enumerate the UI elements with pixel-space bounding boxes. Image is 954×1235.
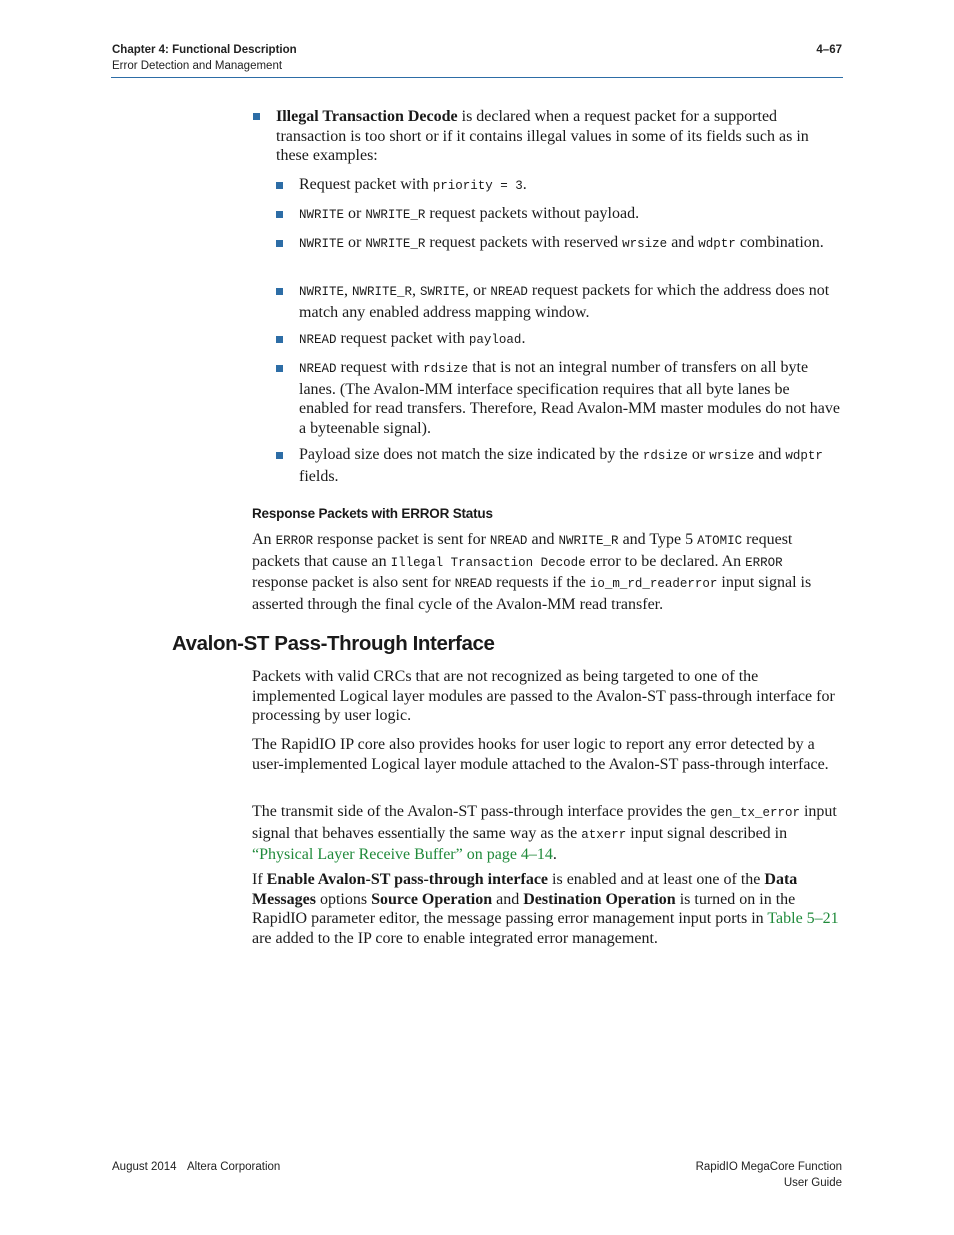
text: response packet is sent for — [313, 531, 490, 548]
text: options — [315, 890, 372, 908]
text: and — [492, 890, 524, 908]
text: input signal described in — [626, 824, 788, 842]
code: wrsize — [709, 449, 755, 463]
text: or — [687, 446, 710, 463]
text: Request packet with — [299, 176, 433, 193]
bullet-icon — [276, 240, 283, 247]
text: input signal that behaves essentially the same way as the — [252, 803, 837, 842]
text: input signal is asserted through the final cycle of the Avalon-MM read transfer. — [252, 574, 812, 613]
text: , — [344, 282, 353, 299]
footer-product: RapidIO MegaCore Function — [695, 1161, 842, 1173]
code: NREAD — [489, 534, 528, 548]
list-item — [299, 204, 843, 226]
text: request packet with — [336, 330, 469, 347]
text: requests if the — [492, 574, 590, 591]
page-number: 4–67 — [816, 44, 842, 56]
intro-bullet-body: is declared when a request packet for a supported transaction is too short or if it contains illegal values in some of its fields such as in these examples: — [276, 108, 809, 164]
text: . — [521, 330, 526, 347]
text: An — [252, 531, 276, 548]
code: gen_tx_error — [709, 806, 800, 820]
footer-company: Altera Corporation — [187, 1161, 281, 1173]
text: error to be declared. An — [585, 552, 746, 570]
code: wdptr — [785, 449, 823, 463]
text: and Type 5 — [618, 531, 698, 548]
text: request packets with reserved — [425, 234, 623, 251]
text: are added to the IP core to enable integrated error management. — [252, 929, 658, 947]
chapter-title: Chapter 4: Functional Description — [112, 44, 297, 56]
list-item — [299, 329, 843, 351]
code: NREAD — [299, 333, 337, 347]
text: . — [552, 846, 557, 863]
text: request packets for which the address does not match any enabled address mapping window. — [299, 282, 830, 321]
term-illegal-transaction-decode: Illegal Transaction Decode — [276, 108, 458, 125]
text: The transmit side of the Avalon-ST pass-through interface provides the — [252, 803, 710, 820]
code: NREAD — [490, 285, 528, 299]
list-item — [299, 175, 843, 197]
list-item — [299, 358, 843, 438]
code: wrsize — [622, 237, 668, 251]
code: NWRITE_R — [365, 208, 426, 222]
text: request with — [336, 359, 424, 376]
text: If — [252, 871, 267, 888]
bold-term: Enable Avalon-ST pass-through interface — [266, 871, 549, 888]
text: or — [344, 234, 366, 251]
code: ATOMIC — [697, 534, 743, 548]
bullet-icon — [276, 288, 283, 295]
text: , — [412, 282, 421, 299]
code: NWRITE_R — [558, 534, 619, 548]
code: wdptr — [698, 237, 736, 251]
code: NWRITE — [299, 208, 345, 222]
footer-date: August 2014 — [112, 1161, 177, 1173]
text: or — [344, 205, 366, 222]
footer-doc-type: User Guide — [783, 1177, 842, 1189]
text: response packet is also sent for — [252, 574, 455, 591]
code: NWRITE_R — [365, 237, 426, 251]
code: NWRITE — [299, 285, 345, 299]
text: combination. — [735, 234, 824, 251]
code: payload — [468, 333, 522, 347]
code: priority = 3 — [432, 179, 523, 193]
text: Payload size does not match the size indicated by the — [299, 446, 643, 463]
list-item — [299, 233, 843, 255]
section-title: Error Detection and Management — [112, 60, 283, 72]
paragraph-1: Packets with valid CRCs that are not recognized as being targeted to one of the implemented Logical layer modules are passed to the Avalon-ST pass-through interface for processing by user logic. — [252, 668, 835, 724]
code: atxerr — [581, 827, 627, 842]
bold-term: Destination Operation — [523, 890, 676, 908]
section-heading: Avalon-ST Pass-Through Interface — [172, 632, 495, 655]
bold-term: Source Operation — [371, 890, 493, 908]
code: ERROR — [745, 555, 783, 570]
code: SWRITE — [420, 285, 466, 299]
text: , or — [465, 282, 491, 299]
table-reference-link[interactable]: Table 5–21 — [767, 910, 839, 927]
bullet-icon — [253, 113, 260, 120]
paragraph-4 — [252, 870, 842, 948]
subheading-response-packets: Response Packets with ERROR Status — [252, 506, 493, 521]
paragraph-2: The RapidIO IP core also provides hooks for user logic to report any error detected by a user-implemented Logical layer module attached to the Avalon-ST pass-through interface. — [252, 736, 829, 773]
code: NWRITE — [299, 237, 345, 251]
intro-bullet-text — [276, 107, 842, 166]
text: request packets without payload. — [425, 205, 640, 222]
code: NREAD — [454, 577, 493, 591]
text: . — [522, 176, 527, 193]
code: ERROR — [275, 534, 314, 548]
text: and — [527, 531, 559, 548]
bullet-icon — [276, 182, 283, 189]
header-rule — [111, 77, 843, 78]
text: is enabled and at least one of the — [548, 871, 765, 888]
text: and — [754, 446, 786, 463]
text: request packets that cause an — [252, 531, 793, 570]
text: fields. — [299, 467, 339, 485]
text: is turned on in the RapidIO parameter editor, the message passing error management input ports in — [252, 890, 796, 927]
cross-reference-link[interactable]: “Physical Layer Receive Buffer” on page 4–14 — [252, 846, 553, 863]
list-item — [299, 281, 843, 322]
code: Illegal Transaction Decode — [390, 555, 586, 570]
bullet-icon — [276, 365, 283, 372]
code: rdsize — [642, 449, 688, 463]
code: NREAD — [299, 362, 337, 376]
text: that is not an integral number of transfers on all byte lanes. (The Avalon-MM interface specification requires that all byte lanes be enabled for read transfers. Therefore, Read Avalon-MM master modules do not have a byteenable signal). — [299, 359, 840, 437]
bold-term: Data Messages — [252, 871, 798, 908]
paragraph-3 — [252, 802, 842, 865]
list-item — [299, 445, 843, 486]
bullet-icon — [276, 452, 283, 459]
code: io_m_rd_readerror — [589, 577, 718, 591]
text: and — [667, 234, 699, 251]
code: rdsize — [423, 362, 469, 376]
code: NWRITE_R — [352, 285, 413, 299]
bullet-icon — [276, 211, 283, 218]
bullet-icon — [276, 336, 283, 343]
error-status-paragraph — [252, 530, 842, 614]
